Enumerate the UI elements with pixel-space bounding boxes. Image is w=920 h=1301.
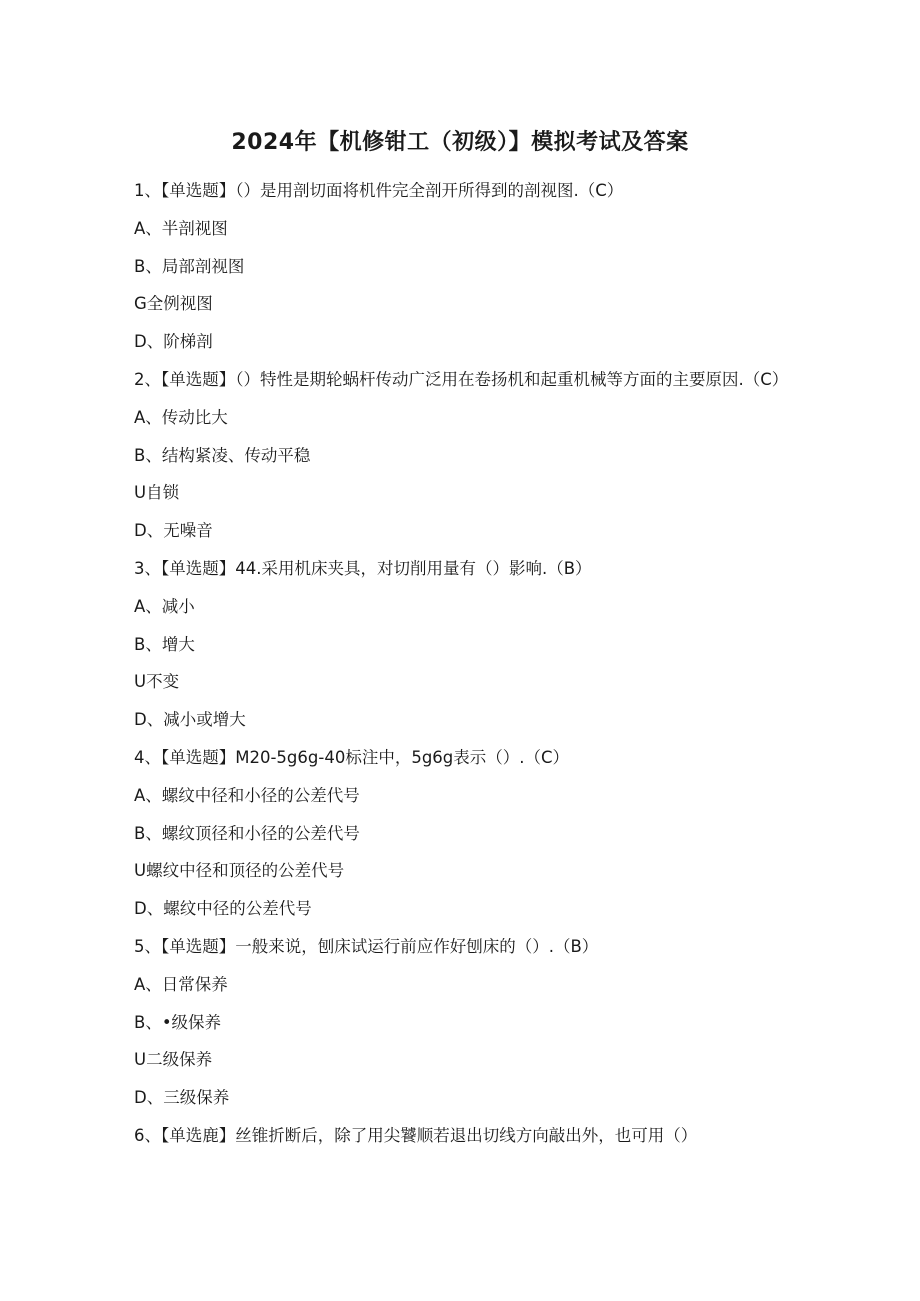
- option-b: B、螺纹顶径和小径的公差代号: [134, 823, 360, 843]
- option-b: B、•级保养: [134, 1012, 222, 1032]
- option-c: G全例视图: [134, 294, 213, 314]
- option-b: B、增大: [134, 634, 195, 654]
- option-c: U不变: [134, 672, 180, 692]
- option-a: A、日常保养: [134, 974, 228, 994]
- option-b: B、局部剖视图: [134, 256, 245, 276]
- question-4: 4、【单选题】M20-5g6g-40标注中，5g6g表示（）.（C）: [134, 747, 570, 767]
- option-a: A、半剖视图: [134, 218, 228, 238]
- option-c: U自锁: [134, 483, 180, 503]
- option-b: B、结构紧凌、传动平稳: [134, 445, 311, 465]
- option-c: U螺纹中径和顶径的公差代号: [134, 861, 345, 881]
- question-5: 5、【单选题】一般来说，刨床试运行前应作好刨床的（）.（B）: [134, 936, 599, 956]
- option-d: D、三级保养: [134, 1088, 230, 1108]
- question-list: [134, 172, 794, 1155]
- option-d: D、阶梯剖: [134, 332, 213, 352]
- option-c: U二级保养: [134, 1050, 213, 1070]
- document-title: 2024年【机修钳工（初级）】模拟考试及答案: [231, 130, 689, 155]
- option-a: A、减小: [134, 596, 195, 616]
- option-a: A、传动比大: [134, 407, 228, 427]
- question-2: 2、【单选题】（）特性是期轮蜗杆传动广泛用在卷扬机和起重机械等方面的主要原因.（C）: [134, 369, 789, 389]
- option-d: D、减小或增大: [134, 710, 246, 730]
- option-d: D、螺纹中径的公差代号: [134, 899, 312, 919]
- question-6: 6、【单选鹿】丝锥折断后，除了用尖饕顺若退出切线方向敲出外，也可用（）: [134, 1125, 698, 1145]
- question-1: 1、【单选题】（）是用剖切面将机件完全剖开所得到的剖视图.（C）: [134, 181, 624, 200]
- question-3: 3、【单选题】44.采用机床夹具，对切削用量有（）影响.（B）: [134, 558, 592, 578]
- option-a: A、螺纹中径和小径的公差代号: [134, 785, 360, 805]
- option-d: D、无噪音: [134, 521, 213, 541]
